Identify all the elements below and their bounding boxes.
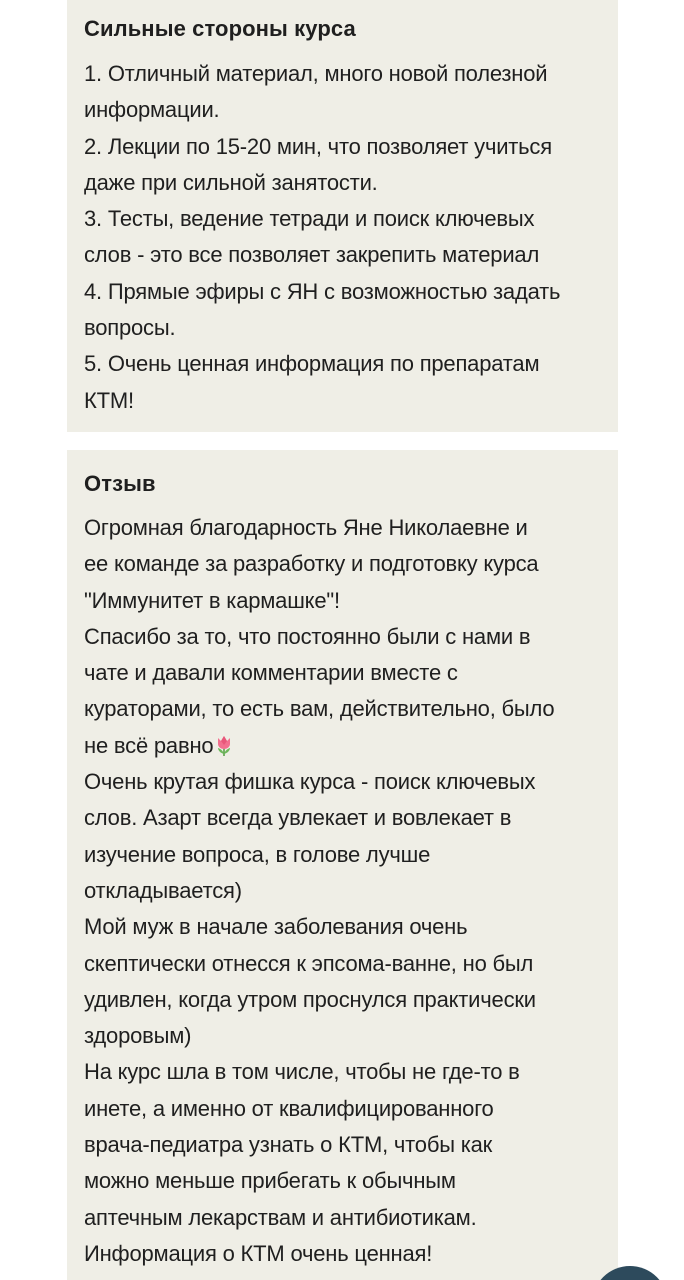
review-line: врача-педиатра узнать о КТМ, чтобы как bbox=[84, 1132, 493, 1158]
review-line: удивлен, когда утром проснулся практически bbox=[84, 986, 536, 1012]
review-line: Мой муж в начале заболевания очень bbox=[84, 914, 468, 940]
review-line: слов. Азарт всегда увлекает и вовлекает в bbox=[84, 805, 512, 831]
review-line: можно меньше прибегать к обычным bbox=[84, 1168, 456, 1194]
strengths-line: 1. Отличный материал, много новой полезной bbox=[84, 61, 548, 86]
strengths-line: 3. Тесты, ведение тетради и поиск ключевых bbox=[84, 206, 535, 232]
review-line: На курс шла в том числе, чтобы не где-то в bbox=[84, 1059, 520, 1085]
review-line: скептически отнесся к эпсома-ванне, но был bbox=[84, 950, 534, 976]
review-line: Информация о КТМ очень ценная! bbox=[84, 1240, 433, 1266]
review-line-with-emoji bbox=[84, 728, 618, 764]
strengths-line: КТМ! bbox=[84, 387, 134, 413]
strengths-line: слов - это все позволяет закрепить материал bbox=[84, 242, 540, 268]
strengths-line: вопросы. bbox=[84, 315, 176, 341]
review-line-text: не всё равно bbox=[84, 732, 214, 758]
review-text bbox=[84, 510, 618, 1272]
review-line: Огромная благодарность Яне Николаевне и bbox=[84, 515, 528, 540]
review-card bbox=[67, 450, 618, 1280]
review-line: Очень крутая фишка курса - поиск ключевых bbox=[84, 769, 536, 795]
strengths-line: 5. Очень ценная информация по препаратам bbox=[84, 351, 540, 377]
strengths-line: информации. bbox=[84, 97, 220, 123]
review-line: чате и давали комментарии вместе с bbox=[84, 660, 458, 686]
review-line: аптечным лекарствам и антибиотикам. bbox=[84, 1204, 477, 1230]
review-line: инете, а именно от квалифицированного bbox=[84, 1095, 494, 1121]
review-line: откладывается) bbox=[84, 877, 242, 903]
tulip-icon bbox=[215, 732, 233, 754]
strengths-card bbox=[67, 0, 618, 432]
review-line: изучение вопроса, в голове лучше bbox=[84, 841, 431, 867]
review-line: "Иммунитет в кармашке"! bbox=[84, 587, 340, 613]
strengths-line: даже при сильной занятости. bbox=[84, 169, 378, 195]
review-line: кураторами, то есть вам, действительно, было bbox=[84, 696, 555, 722]
strengths-title: Сильные стороны курса bbox=[84, 16, 356, 41]
strengths-list bbox=[84, 56, 618, 419]
strengths-line: 2. Лекции по 15-20 мин, что позволяет учиться bbox=[84, 133, 552, 159]
review-line: Спасибо за то, что постоянно были с нами в bbox=[84, 623, 531, 649]
strengths-line: 4. Прямые эфиры с ЯН с возможностью задать bbox=[84, 278, 561, 304]
review-line: ее команде за разработку и подготовку курса bbox=[84, 551, 539, 577]
review-title: Отзыв bbox=[84, 471, 156, 496]
review-line: здоровым) bbox=[84, 1023, 192, 1049]
